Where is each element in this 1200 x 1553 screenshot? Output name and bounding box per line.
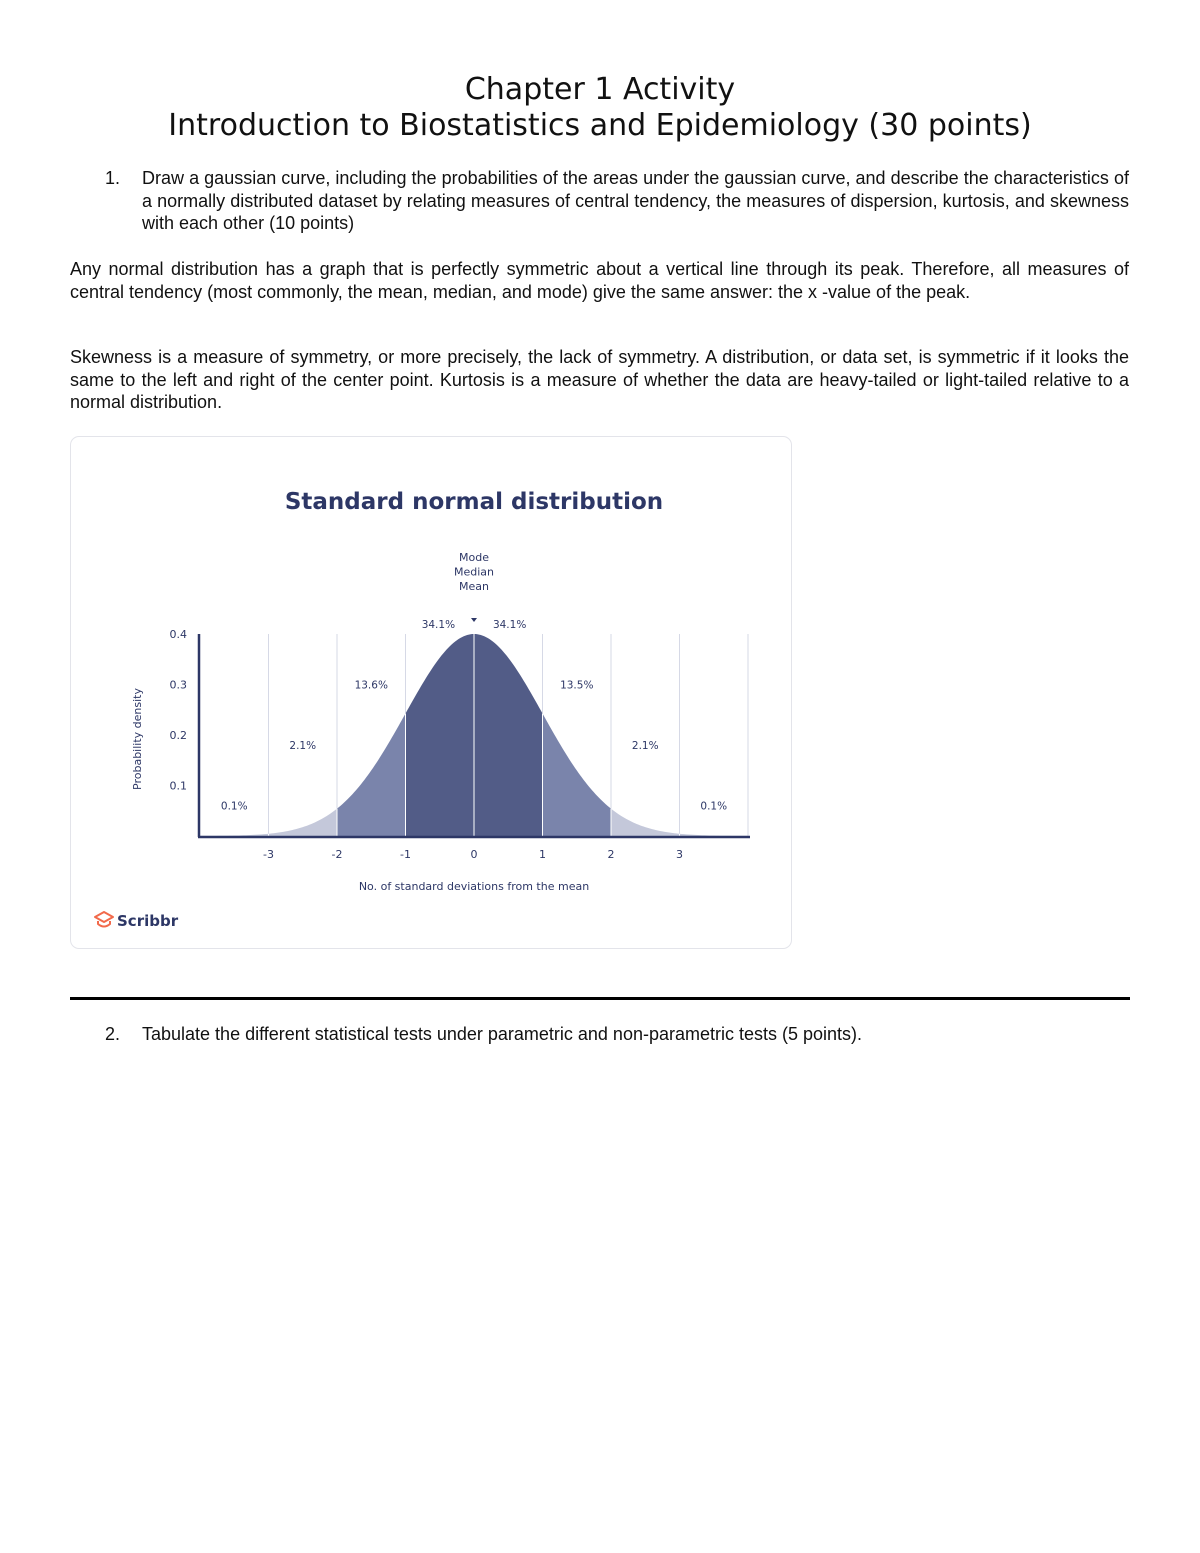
y-tick-label: 0.3 — [169, 678, 187, 692]
document-title: Chapter 1 Activity — [464, 72, 736, 107]
x-tick-label: -1 — [400, 848, 411, 861]
region-label: 13.5% — [560, 679, 594, 692]
y-tick-labels — [170, 628, 188, 793]
tail-area-1 — [680, 834, 749, 836]
scribbr-logo-icon — [95, 912, 113, 927]
region-area-3 — [406, 634, 475, 836]
region-label: 13.6% — [354, 679, 388, 692]
region-area-1 — [269, 809, 338, 836]
center-annotation — [454, 551, 494, 622]
region-label: 2.1% — [289, 740, 317, 753]
document-subtitle: Introduction to Biostatistics and Epidemiology (30 points) — [168, 108, 1032, 143]
region-label: 2.1% — [631, 740, 659, 753]
y-axis-label: Probability density — [131, 688, 144, 790]
region-label: 0.1% — [700, 800, 728, 813]
y-tick-label: 0.1 — [169, 779, 187, 793]
region-area-4 — [474, 634, 543, 836]
curve-regions — [200, 634, 748, 836]
scribbr-brand-name: Scribbr — [117, 912, 179, 930]
region-area-5 — [543, 713, 612, 836]
normal-distribution-figure — [70, 436, 792, 949]
x-tick-label: 3 — [676, 848, 683, 861]
center-annotation-label: Mode — [459, 551, 489, 564]
center-annotation-label: Median — [453, 565, 495, 579]
region-area-2 — [337, 713, 406, 836]
x-tick-label: -3 — [263, 848, 274, 861]
x-tick-label: 1 — [539, 848, 546, 861]
x-tick-label: 2 — [607, 848, 615, 861]
center-annotation-label: Mean — [459, 580, 489, 593]
region-label: 34.1% — [492, 618, 527, 631]
answer-paragraph-1: Any normal distribution has a graph that is perfectly symmetric about a vertical line through its peak. Therefore, all measures of central tendency (most commonly, the mean, median, and mode) give the same answer: the x -value of the peak. — [70, 259, 1129, 302]
y-tick-label: 0.2 — [169, 729, 187, 742]
y-tick-label: 0.4 — [169, 628, 187, 641]
center-arrow-icon — [471, 618, 477, 622]
tail-area-0 — [200, 834, 269, 836]
x-axis-label: No. of standard deviations from the mean — [358, 880, 590, 893]
question-1-text: Draw a gaussian curve, including the probabilities of the areas under the gaussian curve, and describe the characteristics of a normally distributed dataset by relating measures of central tendency, the measures of dispersion, kurtosis, and skewness with each other (10 points) — [142, 168, 1129, 233]
x-tick-labels — [263, 848, 683, 861]
chart-title: Standard normal distribution — [284, 489, 664, 515]
scribbr-brand — [95, 912, 179, 930]
answer-paragraph-2: Skewness is a measure of symmetry, or more precisely, the lack of symmetry. A distribution, or data set, is symmetric if it looks the same to the left and right of the center point. Kurtosis is a measure of whether the data are heavy-tailed or light-tailed relative to a normal distribution. — [70, 347, 1129, 412]
x-tick-label: -2 — [331, 848, 343, 861]
question-1-number: 1. — [105, 168, 121, 188]
region-label: 34.1% — [421, 618, 456, 631]
question-2-number: 2. — [105, 1024, 121, 1044]
x-tick-label: 0 — [470, 848, 478, 861]
section-divider — [70, 997, 1130, 1000]
region-label: 0.1% — [220, 800, 248, 813]
question-2-text: Tabulate the different statistical tests under parametric and non-parametric tests (5 points). — [142, 1024, 863, 1044]
normal-distribution-chart — [71, 437, 793, 950]
region-area-6 — [611, 809, 680, 836]
